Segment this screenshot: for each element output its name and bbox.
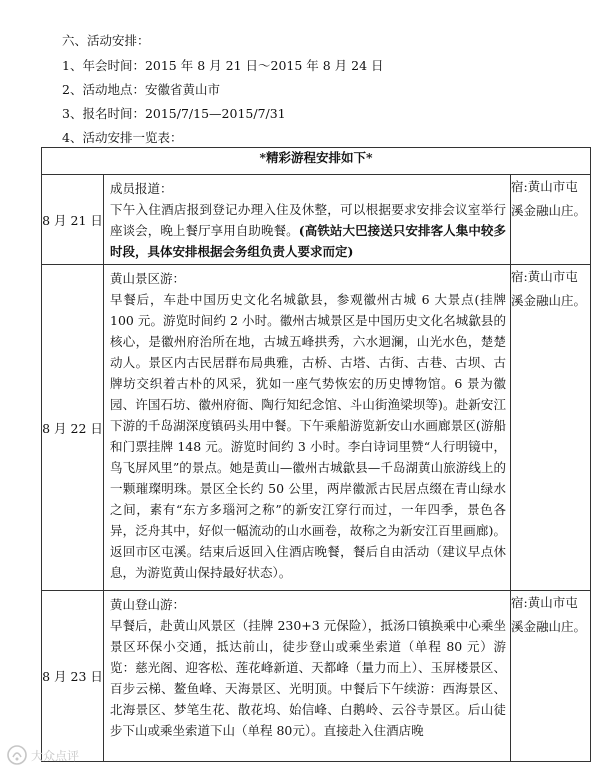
activity-heading: 黄山景区游： [110,271,186,286]
row-accommodation: 宿:黄山市屯溪金融山庄。 [511,591,591,762]
activity-heading: 黄山登山游： [110,597,186,612]
row-date: 8 月 22 日 [42,265,104,591]
watermark [6,744,79,766]
activity-heading: 成员报道： [110,181,173,196]
row-accommodation: 宿:黄山市屯溪金融山庄。 [511,265,591,591]
schedule-table [41,147,591,762]
watermark-text: 大众点评 [31,748,80,763]
table-row [42,591,591,762]
table-header-row [42,148,591,175]
registration-time-line: 3、报名时间：2015/7/15—2015/7/31 [62,106,286,121]
row-activity [104,175,511,265]
activity-body: 早餐后，赴黄山风景区（挂牌 230+3 元保险），抵汤口镇换乘中心乘坐景区环保小交通，抵达前山，徒步登山或乘坐索道（单程 80 元）游览：慈光阁、迎客松、莲花峰新道、天都峰（量力而上）、玉屏楼景区、百步云梯、鳌鱼峰、天海景区、光明顶。中餐后下午续游：西海景区、北海景区、梦笔生花、散花坞、始信峰、白鹅岭、云谷寺景区。后山徒步下山或乘坐索道下山（单程 80元）。直接赴入住酒店晚 [110,618,506,738]
row-accommodation: 宿:黄山市屯溪金融山庄。 [511,175,591,265]
section-title: 六、活动安排： [62,33,150,48]
dianping-logo-icon [6,744,28,766]
table-row [42,175,591,265]
schedule-overview-line: 4、活动安排一览表： [62,130,183,145]
activity-body: 下午入住酒店报到登记办理入住及休整，可以根据要求安排会议室举行座谈会，晚上餐厅享用自助晚餐。 [110,202,506,238]
row-activity [104,591,511,762]
activity-note: (高铁站大巴接送只安排客人集中较多时段，具体安排根据会务组负责人要求而定) [110,223,506,259]
table-row [42,265,591,591]
event-location-line: 2、活动地点：安徽省黄山市 [62,82,220,97]
row-date: 8 月 23 日 [42,591,104,762]
activity-body: 早餐后，车赴中国历史文化名城歙县，参观徽州古城 6 大景点(挂牌 100 元。游览时间约 2 小时。徽州古城景区是中国历史文化名城歙县的核心，是徽州府治所在地，古城五峰拱秀，六水迴澜，山光水色，楚楚动人。景区内古民居群布局典雅，古桥、古塔、古街、古巷、古坝、古牌坊交织着古朴的风采，犹如一座气势恢宏的历史博物馆。6 景为徽园、许国石坊、徽州府衙、陶行知纪念馆、斗山街渔梁坝等)。赴新安江下游的千岛湖深度镇码头用中餐。下午乘船游览新安山水画廊景区(游船和门票挂牌 148 元。游览时间约 3 小时。李白诗词里赞“人行明镜中，鸟飞屏风里”的景点。她是黄山—徽州古城歙县—千岛湖黄山旅游线上的一颗璀璨明珠。景区全长约 50 公里，两岸徽派古民居点缀在青山绿水之间，素有“东方多瑙河之称”的新安江穿行而过，一年四季，景色各异，泛舟其中，好似一幅流动的山水画卷，故称之为新安江百里画廊)。返回市区屯溪。结束后返回入住酒店晚餐，餐后自由活动（建议早点休息，为游览黄山保持最好状态）。 [110,292,506,580]
table-header: *精彩游程安排如下* [42,148,591,175]
row-date: 8 月 21 日 [42,175,104,265]
event-time-line: 1、年会时间：2015 年 8 月 21 日～2015 年 8 月 24 日 [62,58,384,73]
row-activity [104,265,511,591]
